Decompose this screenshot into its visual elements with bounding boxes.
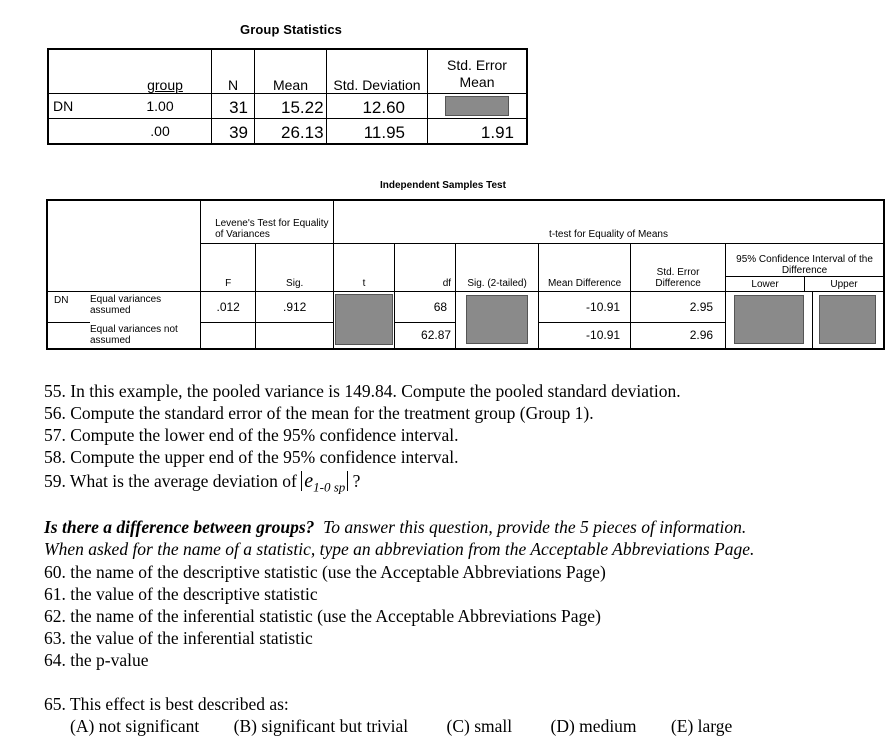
row-label-blank — [47, 322, 90, 349]
cell-t-redacted — [334, 291, 395, 349]
header-df: df — [395, 243, 456, 291]
redaction-box — [734, 295, 804, 344]
cell-sig: .912 — [256, 291, 334, 322]
difference-prompt-italic: To answer this question, provide the 5 pieces of information. — [314, 517, 747, 537]
independent-samples-title: Independent Samples Test — [380, 180, 506, 191]
cell-sig2-redacted — [456, 291, 539, 349]
header-ci-label: 95% Confidence Interval of the Difference — [726, 252, 883, 277]
cell-group: 1.00 — [109, 94, 212, 119]
row-label-dn: DN — [48, 94, 109, 119]
cell-f-empty — [201, 322, 256, 349]
table-row — [48, 119, 527, 145]
cell-df: 62.87 — [395, 322, 456, 349]
cell-group: .00 — [109, 119, 212, 145]
question-59 — [44, 470, 360, 499]
header-sig-2tailed: Sig. (2-tailed) — [456, 243, 539, 291]
question-64: 64. the p-value — [44, 650, 149, 670]
cell-std-error-difference: 2.95 — [631, 291, 726, 322]
question-65: 65. This effect is best described as: — [44, 694, 289, 714]
question-55: 55. In this example, the pooled variance is 149.84. Compute the pooled standard deviation. — [44, 381, 681, 401]
cell-se-redacted — [428, 94, 528, 119]
difference-prompt-bold: Is there a difference between groups? — [44, 517, 315, 537]
cell-sd: 12.60 — [327, 94, 428, 119]
question-59-prefix: 59. What is the average deviation of — [44, 471, 302, 491]
table-row — [47, 291, 884, 322]
row-label-blank — [48, 119, 109, 145]
abs-value-expression: $e_{1-0 sp}$ — [301, 471, 348, 491]
cell-sig-empty — [256, 322, 334, 349]
question-60: 60. the name of the descriptive statistic (use the Acceptable Abbreviations Page) — [44, 562, 606, 582]
independent-samples-table — [46, 199, 885, 350]
cell-mean: 26.13 — [255, 119, 327, 145]
question-61: 61. the value of the descriptive statistic — [44, 584, 318, 604]
difference-prompt-line1 — [44, 516, 746, 538]
header-lower: Lower — [726, 277, 805, 291]
cell-n: 31 — [212, 94, 255, 119]
question-62: 62. the name of the inferential statistic (use the Acceptable Abbreviations Page) — [44, 606, 601, 626]
header-ci — [726, 243, 884, 291]
question-58: 58. Compute the upper end of the 95% confidence interval. — [44, 447, 459, 467]
header-sig: Sig. — [256, 243, 334, 291]
header-std-deviation: Std. Deviation — [327, 49, 428, 94]
header-blank — [47, 200, 201, 291]
option-a: (A) not significant — [70, 716, 200, 736]
option-c: (C) small — [446, 716, 513, 736]
header-levene: Levene's Test for Equality of Variances — [201, 200, 334, 243]
cell-std-error-difference: 2.96 — [631, 322, 726, 349]
header-ci-sub — [726, 277, 883, 291]
header-std-error-difference: Std. Error Difference — [631, 243, 726, 291]
header-std-error-mean: Std. Error Mean — [428, 49, 528, 94]
header-ttest: t-test for Equality of Means — [334, 200, 884, 243]
table-header-row — [48, 49, 527, 94]
difference-prompt-line2: When asked for the name of a statistic, type an abbreviation from the Acceptable Abbreviations Page. — [44, 539, 755, 559]
redaction-box — [445, 96, 509, 116]
header-f: F — [201, 243, 256, 291]
option-b: (B) significant but trivial — [233, 716, 409, 736]
header-mean-difference: Mean Difference — [539, 243, 631, 291]
question-56: 56. Compute the standard error of the mean for the treatment group (Group 1). — [44, 403, 594, 423]
cell-n: 39 — [212, 119, 255, 145]
cell-se: 1.91 — [428, 119, 528, 145]
header-upper: Upper — [830, 278, 858, 290]
header-blank — [48, 49, 109, 94]
cell-mean-difference: -10.91 — [539, 322, 631, 349]
question-57: 57. Compute the lower end of the 95% confidence interval. — [44, 425, 459, 445]
table-header-row — [47, 200, 884, 243]
header-n: N — [212, 49, 255, 94]
answer-options — [70, 715, 732, 737]
option-e: (E) large — [670, 716, 733, 736]
question-63: 63. the value of the inferential statistic — [44, 628, 313, 648]
group-statistics-title: Group Statistics — [240, 22, 343, 37]
header-mean: Mean — [255, 49, 327, 94]
cell-f: .012 — [201, 291, 256, 322]
row-label-assumed: Equal variances assumed — [90, 291, 201, 322]
group-statistics-table — [47, 48, 528, 145]
redaction-box — [466, 295, 528, 344]
header-group: group — [109, 49, 212, 94]
redaction-box — [819, 295, 876, 344]
row-label-not-assumed: Equal variances not assumed — [90, 322, 201, 349]
cell-mean-difference: -10.91 — [539, 291, 631, 322]
cell-mean: 15.22 — [255, 94, 327, 119]
cell-upper-redacted — [812, 291, 884, 349]
cell-df: 68 — [395, 291, 456, 322]
option-d: (D) medium — [550, 716, 637, 736]
table-row — [48, 94, 527, 119]
cell-sd: 11.95 — [327, 119, 428, 145]
redaction-box — [335, 294, 393, 345]
header-t: t — [334, 243, 395, 291]
question-59-suffix: ? — [348, 471, 361, 491]
row-label-dn: DN — [47, 291, 90, 322]
cell-lower-redacted — [726, 291, 813, 349]
